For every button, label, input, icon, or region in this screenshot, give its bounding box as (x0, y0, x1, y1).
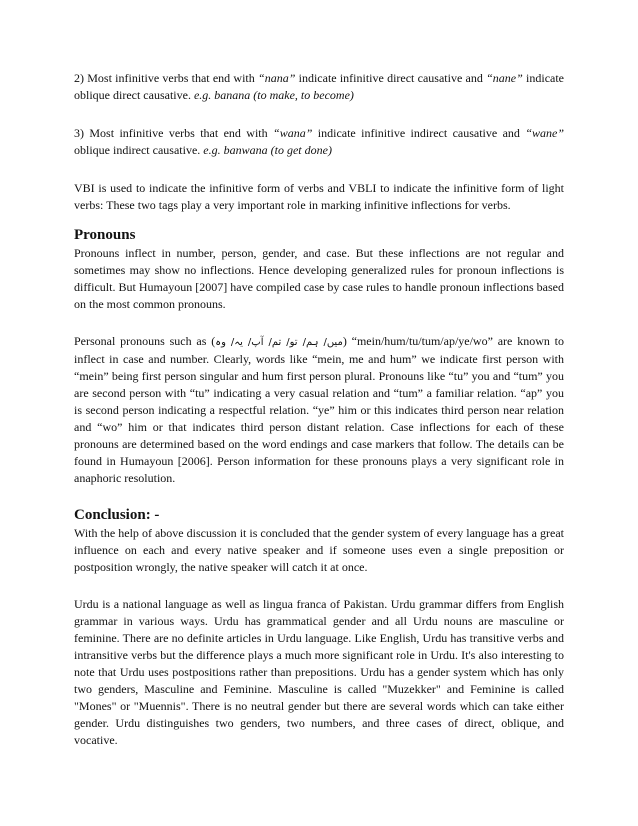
wana-quote: “wana” (273, 126, 313, 140)
nane-quote: “nane” (486, 71, 523, 85)
wana-text-c: oblique indirect causative. (74, 143, 204, 157)
pronouns-heading: Pronouns (74, 227, 136, 243)
nana-text-c: indicate oblique direct causative. (74, 71, 565, 102)
personal-pronouns-text-a: Personal pronouns such as ( (74, 334, 216, 348)
nana-text-a: 2) Most infinitive verbs that end with (74, 71, 259, 85)
paragraph-wana-verbs (74, 125, 564, 159)
document-page (74, 70, 564, 749)
nana-quote: “nana” (258, 71, 296, 85)
paragraph-personal-pronouns (74, 333, 564, 487)
nana-example: e.g. banana (to make, to become) (193, 88, 354, 102)
personal-pronouns-text-b: ) “mein/hum/tu/tum/ap/ye/wo” are known to inflect in case and number. Clearly, words like “mein, me and hum” we indicate first person with “mein” being first person singular and hum first person plural. Pronouns like “tu” you and “tum” you are second person with “tu” indicating a very casual relation and “tum” a familiar relation. “ap” you is second person indicating a respectful relation. “ye” him or this indicates third person near relation and “wo” him or that indicates third person distant relation. Case inflections for each of these pronouns are determined based on the word endings and case markers that follow. The details can be found in Humayoun [2006]. Person information for these pronouns plays a very significant role in anaphoric resolution. (74, 334, 565, 485)
conclusion-heading: Conclusion: - (74, 507, 160, 523)
paragraph-pronouns-inflection: Pronouns inflect in number, person, gender, and case. But these inflections are not regular and sometimes may show no inflections. Hence developing generalized rules for pronoun inflections is difficult. But Humayoun [2007] have compiled case by case rules to handle pronoun inflections based on the most common pronouns. (74, 246, 564, 311)
paragraph-nana-verbs (74, 70, 564, 104)
paragraph-conclusion-gender: With the help of above discussion it is concluded that the gender system of every language has a great influence on each and every native speaker and if someone uses even a single preposition or postposition wrongly, the native speaker will catch it at once. (74, 526, 564, 574)
urdu-pronouns: میں/ ہم/ تو/ تم/ آپ/ یہ/ وہ (215, 337, 343, 348)
wane-quote: “wane” (525, 126, 564, 140)
wana-example: e.g. banwana (to get done) (203, 143, 332, 157)
paragraph-urdu-grammar: Urdu is a national language as well as lingua franca of Pakistan. Urdu grammar differs from English grammar in various ways. Urdu has grammatical gender and all Urdu nouns are masculine or feminine. There are no definite articles in Urdu language. Like English, Urdu has transitive verbs and intransitive verbs but the difference plays a much more significant role in Urdu. It's also interesting to note that Urdu uses postpositions rather than prepositions. Urdu has a gender system which has only two genders, Masculine and Feminine. Masculine is called "Muzekker" and Feminine is called "Mones" or "Muennis". There is no neutral gender but there are several words which can take either gender. Urdu distinguishes two genders, two numbers, and three cases of direct, oblique, and vocative. (74, 597, 564, 747)
nana-text-b: indicate infinitive direct causative and (295, 71, 487, 85)
paragraph-vbi: VBI is used to indicate the infinitive form of verbs and VBLI to indicate the infinitive form of light verbs: These two tags play a very important role in marking infinitive inflections for verbs. (74, 181, 564, 212)
wana-text-b: indicate infinitive indirect causative and (312, 126, 526, 140)
wana-text-a: 3) Most infinitive verbs that end with (74, 126, 274, 140)
